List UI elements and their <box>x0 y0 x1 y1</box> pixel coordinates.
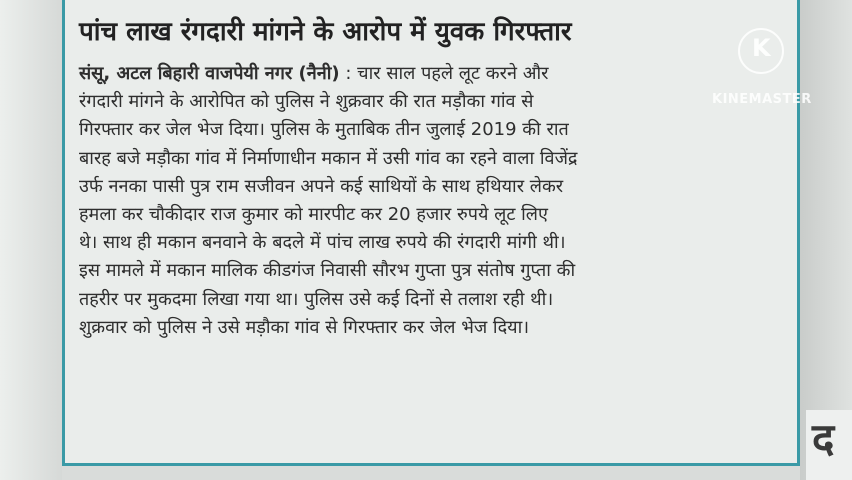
right-background-strip <box>800 0 852 480</box>
adjacent-headline-glyph: द <box>812 414 835 463</box>
left-background-strip <box>0 0 62 480</box>
article-body <box>79 60 781 342</box>
kinemaster-watermark-text: KINEMASTER <box>712 92 812 107</box>
article-line-10: शुक्रवार को पुलिस ने उसे मड़ौका गांव से गिरफ्तार कर जेल भेज दिया। <box>79 316 530 338</box>
article-line-3: गिरफ्तार कर जेल भेज दिया। पुलिस के मुताबिक तीन जुलाई 2019 की रात <box>79 119 569 141</box>
article-headline: पांच लाख रंगदारी मांगने के आरोप में युवक गिरफ्तार <box>79 17 572 47</box>
article-line-8: इस मामले में मकान मालिक कीडगंज निवासी सौरभ गुप्ता पुत्र संतोष गुप्ता की <box>79 260 576 282</box>
kinemaster-logo-letter: K <box>752 34 771 62</box>
article-line-2: रंगदारी मांगने के आरोपित को पुलिस ने शुक्रवार की रात मड़ौका गांव से <box>79 91 534 113</box>
article-line-1-text: : चार साल पहले लूट करने और <box>339 63 549 84</box>
news-article-clipping <box>62 0 800 466</box>
article-line-9: तहरीर पर मुकदमा लिखा गया था। पुलिस उसे कई दिनों से तलाश रही थी। <box>79 288 554 310</box>
article-line-5: उर्फ ननका पासी पुत्र राम सजीवन अपने कई साथियों के साथ हथियार लेकर <box>79 175 564 197</box>
article-line-1 <box>79 60 781 88</box>
article-line-4: बारह बजे मड़ौका गांव में निर्माणाधीन मकान में उसी गांव का रहने वाला विजेंद्र <box>79 147 578 169</box>
article-line-6: हमला कर चौकीदार राज कुमार को मारपीट कर 20 हजार रुपये लूट लिए <box>79 203 548 225</box>
article-line-7: थे। साथ ही मकान बनवाने के बदले में पांच लाख रुपये की रंगदारी मांगी थी। <box>79 232 566 254</box>
article-dateline: संसू, अटल बिहारी वाजपेयी नगर (नैनी) <box>79 63 340 84</box>
